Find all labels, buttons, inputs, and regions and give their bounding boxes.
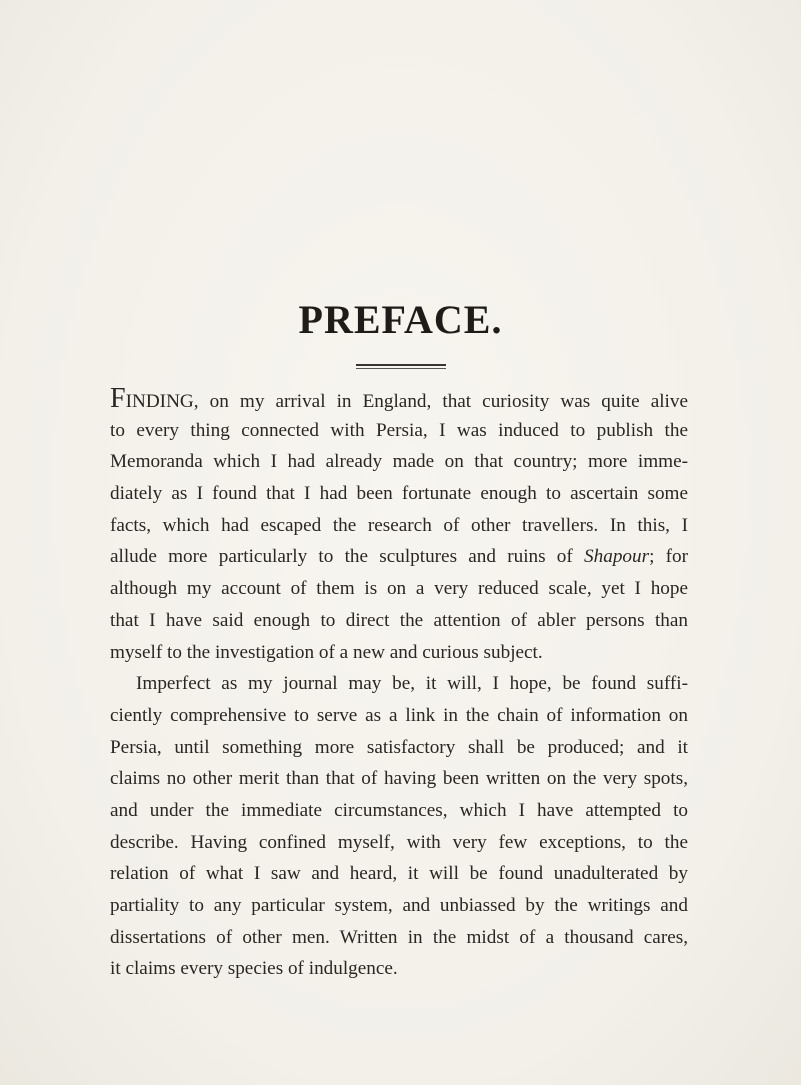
paragraph-1-line-1: [110, 383, 688, 415]
paragraph-1-line-9: myself to the investigation of a new and curious subject.: [110, 641, 543, 663]
preface-body: [110, 383, 688, 985]
paragraph-1-line-7: although my account of them is on a very reduced scale, yet I hope: [110, 578, 688, 600]
paragraph-2-line-2: ciently comprehensive to serve as a link in the chain of information on: [110, 704, 688, 726]
paragraph-1-line-6: [110, 541, 688, 573]
paragraph-2-line-6: describe. Having confined myself, with very few exceptions, to the: [110, 831, 688, 853]
paragraph-2-line-10: it claims every species of indulgence.: [110, 958, 398, 980]
title-rule: [356, 364, 446, 366]
line-text: allude more particularly to the sculptures and ruins of: [110, 546, 585, 568]
page-title: PREFACE.: [298, 297, 503, 342]
paragraph-1-line-3: Memoranda which I had already made on that country; more imme-: [110, 451, 688, 473]
paragraph-2-line-5: and under the immediate circumstances, which I have attempted to: [110, 799, 688, 821]
paragraph-1-line-5: facts, which had escaped the research of other travellers. In this, I: [110, 514, 688, 536]
paragraph-2-line-4: claims no other merit than that of having been written on the very spots,: [110, 768, 688, 790]
line-text: on my arrival in England, that curiosity was quite alive: [198, 391, 688, 412]
italic-name: Shapour: [584, 546, 650, 568]
title-rule-thin: [356, 368, 446, 369]
paragraph-2-line-9: dissertations of other men. Written in the midst of a thousand cares,: [110, 926, 688, 948]
paragraph-1-line-8: that I have said enough to direct the attention of abler persons than: [110, 609, 688, 631]
paragraph-1-line-4: diately as I found that I had been fortunate enough to ascertain some: [110, 483, 688, 505]
paragraph-2-line-8: partiality to any particular system, and unbiassed by the writings and: [110, 895, 688, 916]
paragraph-2-line-3: Persia, until something more satisfactory shall be produced; and it: [110, 736, 688, 758]
drop-cap: F: [110, 383, 126, 414]
paragraph-2-line-7: relation of what I saw and heard, it will be found unadulterated by: [110, 863, 688, 885]
small-caps-word: INDING,: [125, 391, 199, 412]
paragraph-1-line-2: to every thing connected with Persia, I was induced to publish the: [110, 419, 688, 441]
line-text-after: ; for: [649, 546, 688, 568]
paragraph-2-line-1: Imperfect as my journal may be, it will, I hope, be found suffi-: [136, 673, 688, 695]
